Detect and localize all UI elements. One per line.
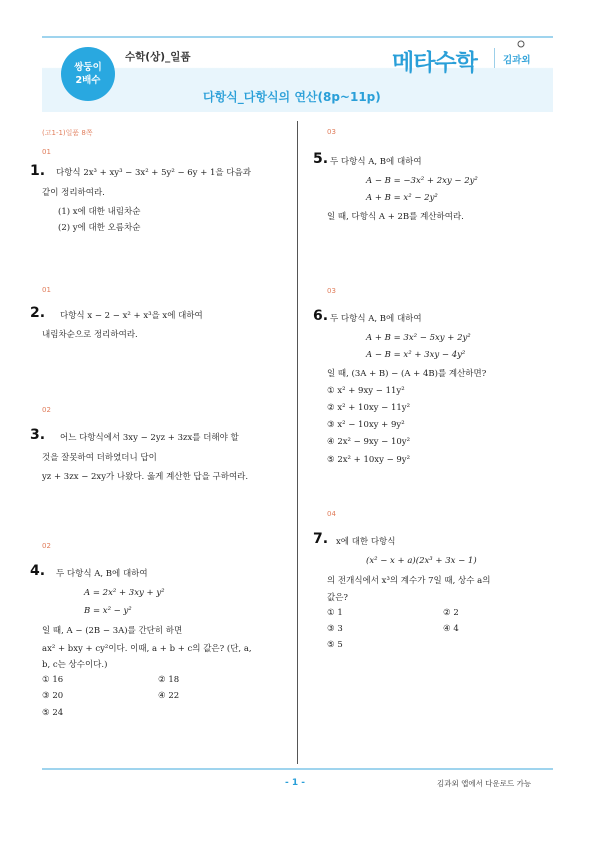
question-text: 내림차순으로 정리하여라. bbox=[42, 330, 138, 340]
brand-sub-logo: 김과외 bbox=[503, 55, 531, 66]
question-text: b, c는 상수이다.) bbox=[42, 660, 108, 670]
answer-option[interactable]: ③ x² − 10xy + 9y² bbox=[327, 420, 405, 430]
column-divider bbox=[297, 121, 298, 764]
subject-label: 수학(상)_일품 bbox=[125, 51, 191, 63]
question-text: A + B = 3x² − 5xy + 2y² bbox=[366, 333, 471, 343]
question-text: x에 대한 다항식 bbox=[336, 537, 396, 547]
question-text: A − B = x² + 3xy − 4y² bbox=[366, 350, 466, 360]
question-text: B = x² − y² bbox=[84, 606, 132, 616]
logo-mark-icon bbox=[517, 40, 525, 48]
answer-option[interactable]: ② 18 bbox=[158, 675, 180, 685]
question-text: 두 다항식 A, B에 대하여 bbox=[330, 157, 422, 167]
worksheet-title: 다항식_다항식의 연산(8p~11p) bbox=[203, 90, 381, 104]
answer-option[interactable]: ② 2 bbox=[443, 608, 459, 618]
question-text: (x² − x + a)(2x³ + 3x − 1) bbox=[366, 556, 477, 566]
answer-option[interactable]: ⑤ 2x² + 10xy − 9y² bbox=[327, 455, 411, 465]
answer-option[interactable]: ② x² + 10xy − 11y² bbox=[327, 403, 411, 413]
answer-option[interactable]: ⑤ 5 bbox=[327, 640, 343, 650]
question-text: ax² + bxy + cy²이다. 이때, a + b + c의 값은? (단, a, bbox=[42, 644, 252, 654]
question-text: A − B = −3x² + 2xy − 2y² bbox=[366, 176, 478, 186]
question-text: 두 다항식 A, B에 대하여 bbox=[56, 569, 148, 579]
page-number: - 1 - bbox=[285, 778, 305, 788]
question-text: 의 전개식에서 x³의 계수가 7일 때, 상수 a의 bbox=[327, 576, 491, 586]
download-note: 김과외 앱에서 다운로드 가능 bbox=[437, 779, 532, 788]
logo-divider bbox=[494, 48, 495, 68]
question-number: 6. bbox=[313, 308, 329, 324]
question-number: 4. bbox=[30, 563, 46, 579]
answer-option[interactable]: ④ 2x² − 9xy − 10y² bbox=[327, 437, 411, 447]
source-note: (고1-1)일품 8쪽 bbox=[42, 129, 93, 137]
question-text: A = 2x² + 3xy + y² bbox=[84, 588, 165, 598]
answer-option[interactable]: ③ 3 bbox=[327, 624, 343, 634]
question-level: 03 bbox=[327, 128, 336, 136]
question-text: 다항식 2x³ + xy³ − 3x² + 5y² − 6y + 1을 다음과 bbox=[56, 168, 251, 178]
question-text: 같이 정리하여라. bbox=[42, 188, 105, 198]
answer-option[interactable]: ① 16 bbox=[42, 675, 64, 685]
question-number: 2. bbox=[30, 305, 46, 321]
level-badge bbox=[61, 47, 115, 101]
question-text: 값은? bbox=[327, 593, 348, 603]
badge-line-1: 쌍둥이 bbox=[74, 62, 102, 73]
question-text: (2) y에 대한 오름차순 bbox=[58, 223, 141, 233]
answer-option[interactable]: ⑤ 24 bbox=[42, 708, 64, 718]
question-number: 5. bbox=[313, 151, 329, 167]
question-level: 03 bbox=[327, 287, 336, 295]
badge-line-2: 2배수 bbox=[75, 75, 101, 86]
question-level: 01 bbox=[42, 148, 51, 156]
question-number: 3. bbox=[30, 427, 46, 443]
question-level: 02 bbox=[42, 542, 51, 550]
question-number: 7. bbox=[313, 531, 329, 547]
question-level: 02 bbox=[42, 406, 51, 414]
question-text: 일 때, (3A + B) − (A + 4B)를 계산하면? bbox=[327, 369, 487, 379]
answer-option[interactable]: ③ 20 bbox=[42, 691, 64, 701]
answer-option[interactable]: ④ 22 bbox=[158, 691, 180, 701]
question-text: yz + 3zx − 2xy가 나왔다. 옳게 계산한 답을 구하여라. bbox=[42, 472, 249, 482]
question-text: A + B = x² − 2y² bbox=[366, 193, 438, 203]
question-text: 일 때, A − (2B − 3A)를 간단히 하면 bbox=[42, 626, 183, 636]
answer-option[interactable]: ① x² + 9xy − 11y² bbox=[327, 386, 405, 396]
question-text: 다항식 x − 2 − x² + x³을 x에 대하여 bbox=[60, 311, 203, 321]
question-text: 어느 다항식에서 3xy − 2yz + 3zx를 더해야 할 bbox=[60, 433, 239, 443]
question-level: 01 bbox=[42, 286, 51, 294]
question-text: 일 때, 다항식 A + 2B를 계산하여라. bbox=[327, 212, 464, 222]
answer-option[interactable]: ① 1 bbox=[327, 608, 343, 618]
question-number: 1. bbox=[30, 163, 46, 179]
question-text: 것을 잘못하여 더하였더니 답이 bbox=[42, 453, 157, 463]
question-text: (1) x에 대한 내림차순 bbox=[58, 207, 141, 217]
question-level: 04 bbox=[327, 510, 336, 518]
brand-logo: 메타수학 bbox=[392, 50, 477, 76]
question-text: 두 다항식 A, B에 대하여 bbox=[330, 314, 422, 324]
answer-option[interactable]: ④ 4 bbox=[443, 624, 459, 634]
footer-rule bbox=[42, 768, 553, 770]
